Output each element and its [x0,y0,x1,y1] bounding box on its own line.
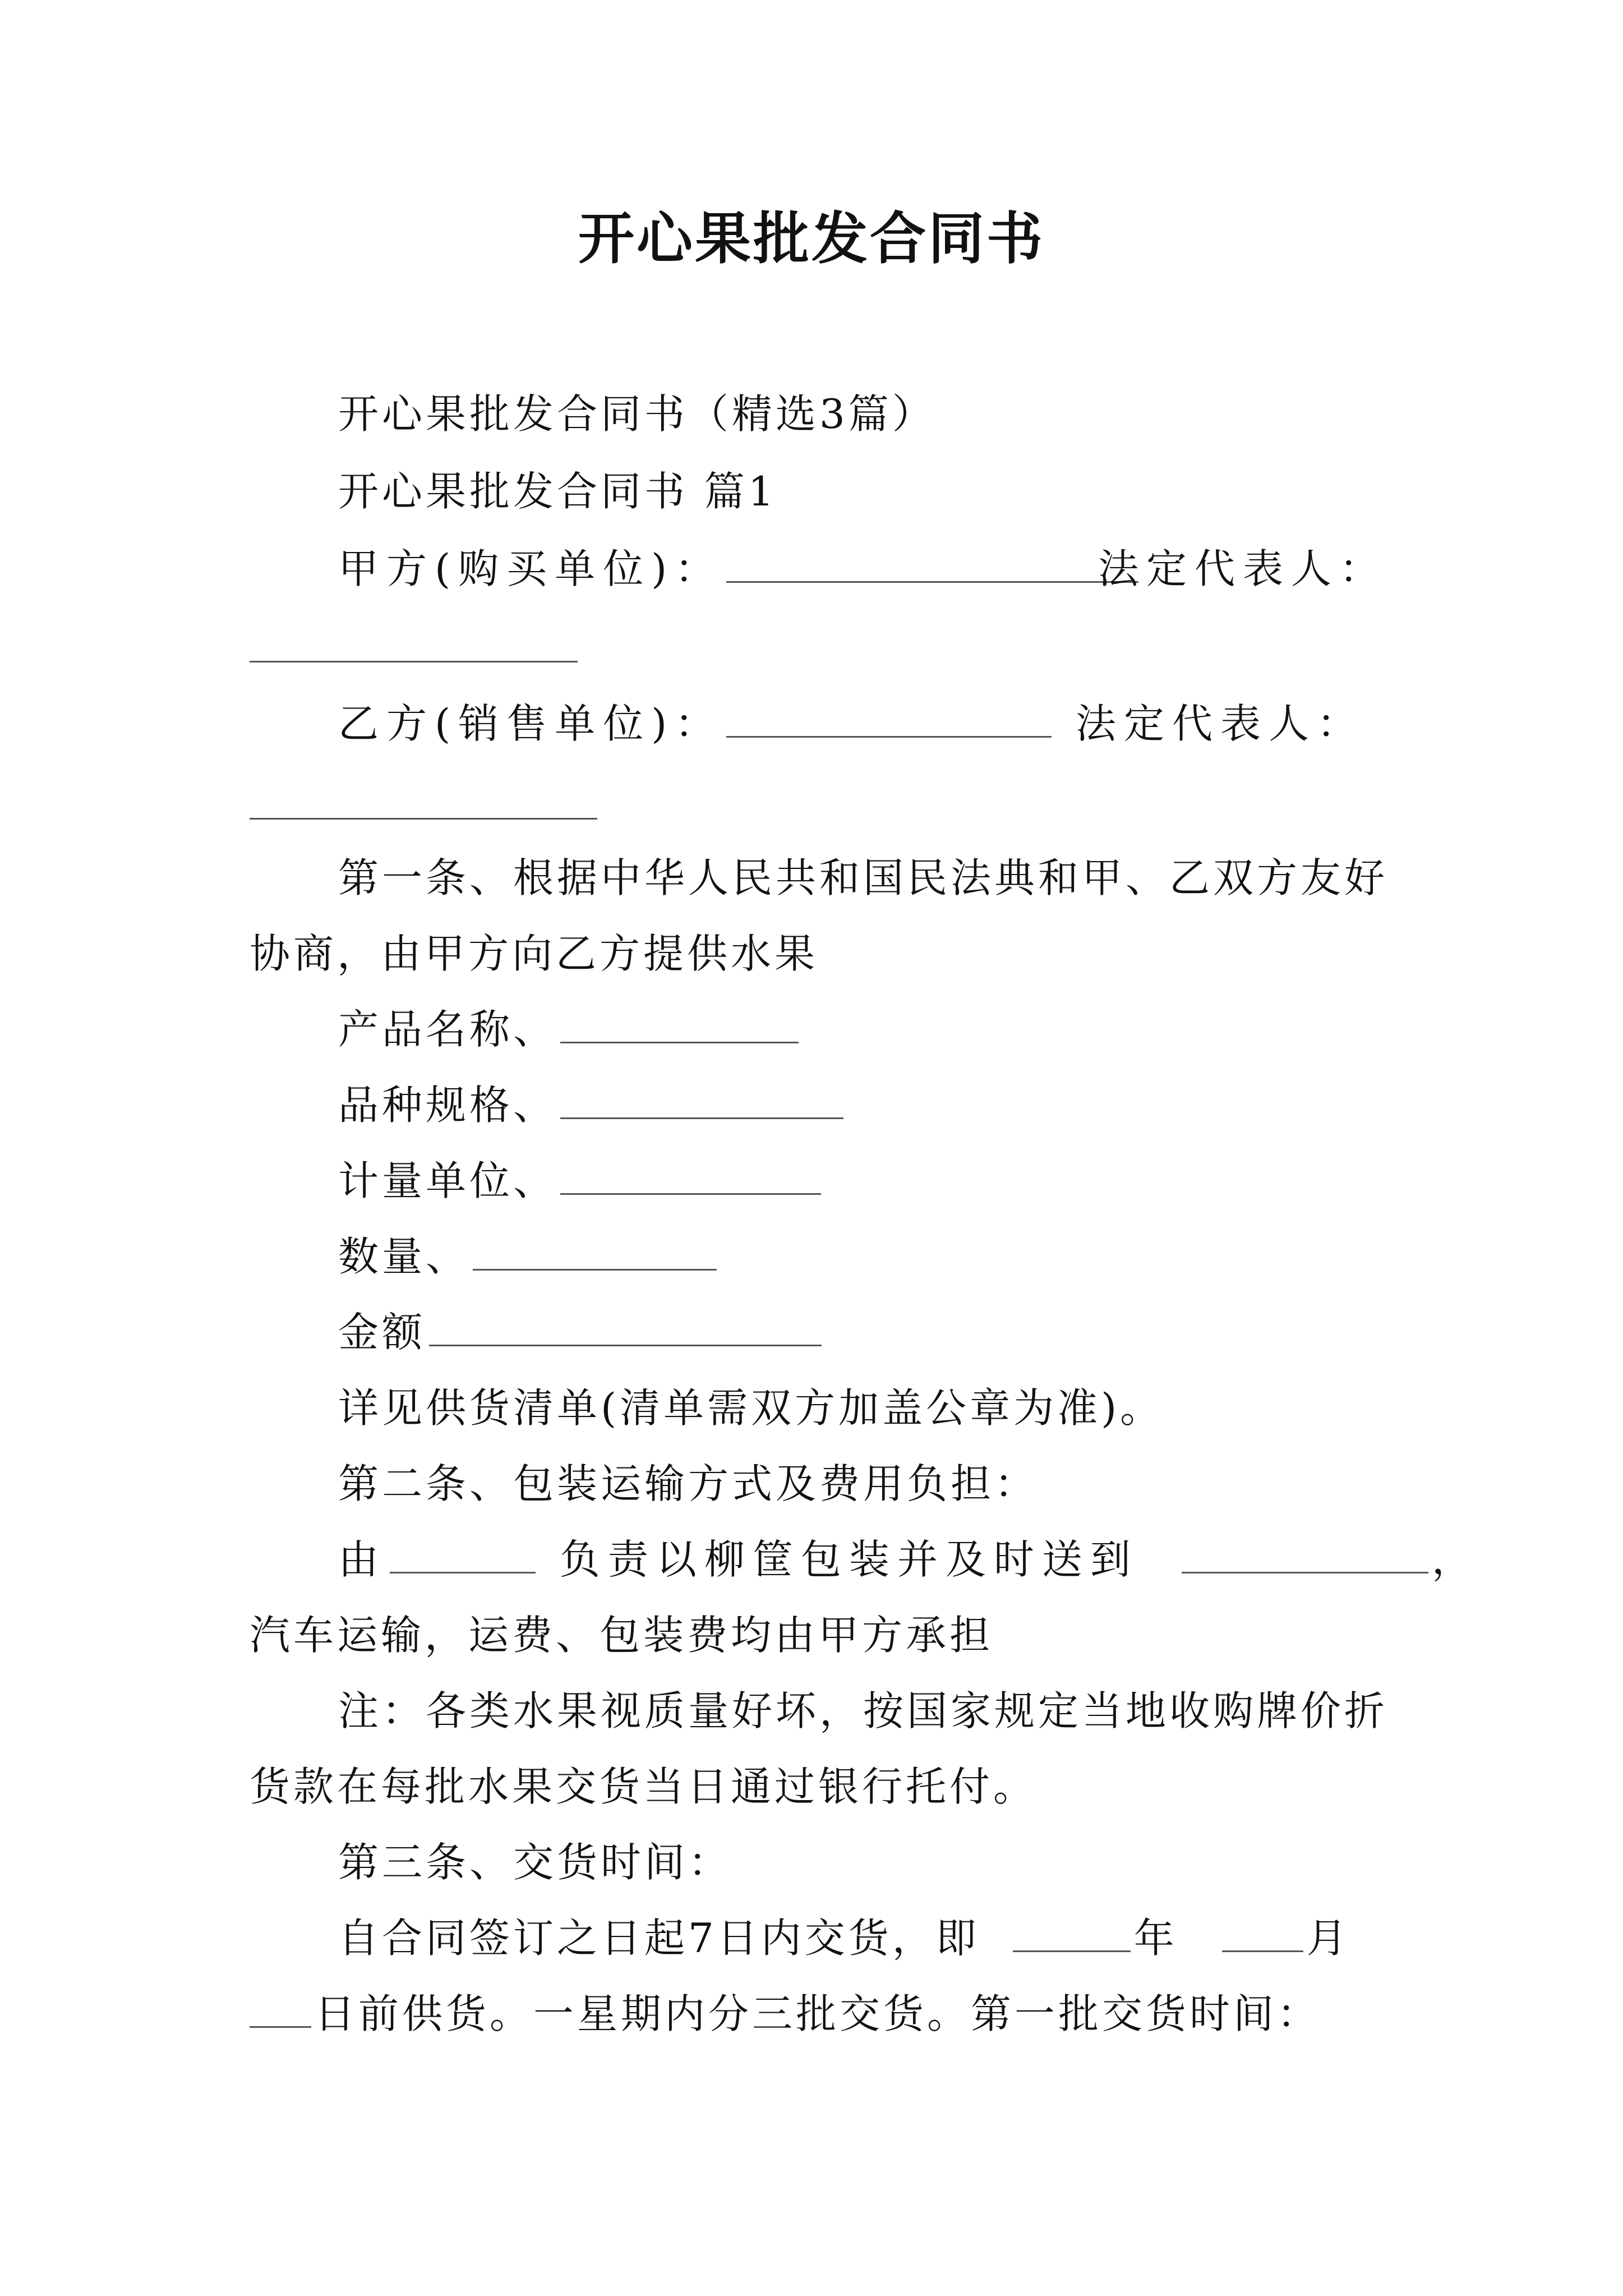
supply-list-text: 详见供货清单(清单需双方加盖公章为准)。 [338,1384,1164,1432]
unit-line [250,1154,1387,1208]
spec-line [250,1078,1387,1132]
party-b-rep-blank[interactable] [250,812,597,820]
supply-list-line [250,1381,1387,1435]
first-batch-line [250,1987,1387,2041]
delivery-date-line [250,1911,1387,1965]
first-batch-text: 日前供货。一星期内分三批交货。第一批交货时间： [315,1990,1321,2037]
party-b-line [250,697,1387,751]
spec-blank[interactable] [560,1079,843,1119]
party-b-rep-label: 法定代表人： [1075,700,1365,747]
article-2-heading: 第二条、包装运输方式及费用负担： [338,1460,1039,1507]
month-blank[interactable] [1222,1912,1303,1952]
amount-blank[interactable] [429,1306,822,1346]
packaging-by-label: 由 [338,1536,387,1583]
year-blank[interactable] [1013,1912,1131,1952]
product-name-blank[interactable] [560,1004,799,1043]
party-a-name-blank[interactable] [726,543,1138,583]
article-2-heading-line [250,1457,1387,1511]
document-title: 开心果批发合同书 [578,205,1045,272]
note-line-2 [250,1760,1387,1814]
note-text-1: 注：各类水果视质量好坏，按国家规定当地收购牌价折 [338,1687,1389,1734]
note-line-1 [250,1684,1387,1738]
article-1-text-2: 协商，由甲方向乙方提供水果 [250,930,819,977]
note-text-2: 货款在每批水果交货当日通过银行托付。 [250,1763,1038,1810]
year-label: 年 [1133,1915,1178,1962]
quantity-line [250,1230,1387,1283]
section-heading-line [250,464,1387,518]
amount-line [250,1305,1387,1359]
article-1-line-1 [250,851,1387,905]
party-a-rep-blank[interactable] [250,655,578,662]
delivery-destination-blank[interactable] [1182,1534,1428,1573]
packaging-comma: ， [1431,1536,1480,1583]
day-blank[interactable] [250,1988,311,2028]
party-a-label: 甲方(购买单位)： [338,545,723,592]
section-heading-text: 开心果批发合同书 篇1 [338,468,777,515]
quantity-label: 数量、 [338,1233,470,1280]
unit-label: 计量单位、 [338,1157,557,1204]
packaging-line [250,1533,1480,1586]
party-a-line [250,542,1387,596]
subtitle-line [250,387,1387,441]
unit-blank[interactable] [560,1155,821,1195]
subtitle-text: 开心果批发合同书（精选3篇） [338,390,936,438]
packaging-text: 负责以柳筐包装并及时送到 [559,1536,1138,1583]
spec-label: 品种规格、 [338,1082,557,1129]
party-a-rep-label: 法定代表人： [1098,545,1387,592]
article-3-heading: 第三条、交货时间： [338,1839,732,1886]
party-b-label: 乙方(销售单位)： [338,700,723,747]
product-name-label: 产品名称、 [338,1006,557,1053]
product-name-line [250,1002,1387,1056]
transport-cost-line [250,1608,1387,1662]
month-label: 月 [1306,1915,1350,1962]
article-3-heading-line [250,1835,1387,1889]
article-1-line-2 [250,927,1387,981]
quantity-blank[interactable] [473,1231,717,1271]
party-b-name-blank[interactable] [726,698,1052,738]
packaging-party-blank[interactable] [390,1534,536,1573]
delivery-date-text: 自合同签订之日起7日内交货，即 [338,1915,980,1962]
article-1-text-1: 第一条、根据中华人民共和国民法典和甲、乙双方友好 [338,854,1389,901]
transport-cost-text: 汽车运输，运费、包装费均由甲方承担 [250,1612,994,1659]
amount-label: 金额 [338,1309,426,1356]
